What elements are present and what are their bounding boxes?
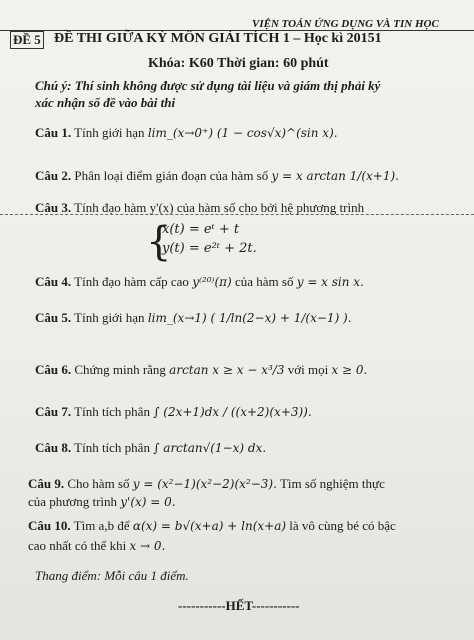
question-label: Câu 10. — [28, 518, 71, 533]
question-text: Tính đạo hàm y'(x) của hàm số cho bởi hệ phương trình — [74, 200, 365, 215]
question-label: Câu 6. — [35, 362, 72, 377]
question-8 — [35, 440, 266, 456]
question-math: y = x arctan 1/(x+1). — [271, 169, 399, 183]
question-7 — [35, 404, 312, 420]
system-eq-2: y(t) = e²ᵗ + 2t. — [162, 241, 257, 256]
question-2 — [35, 168, 399, 184]
question-label: Câu 2. — [35, 168, 72, 183]
question-math-2: y = x sin x. — [296, 275, 364, 289]
system-eq-1: x(t) = eᵗ + t — [162, 222, 240, 237]
question-3 — [35, 200, 364, 216]
question-10 — [28, 518, 396, 534]
system-brace: { — [146, 219, 172, 265]
question-label: Câu 9. — [28, 476, 65, 491]
question-text: Tính giới hạn — [74, 310, 145, 325]
question-1 — [35, 125, 338, 141]
note-line-2: xác nhận số đề vào bài thi — [35, 95, 176, 110]
question-text: Tính đạo hàm cấp cao — [74, 274, 189, 289]
question-text-2: là vô cùng bé có bậc — [289, 518, 396, 533]
question-math: lim_(x→0⁺) (1 − cos√x)^(sin x). — [147, 126, 338, 140]
question-6 — [35, 362, 367, 378]
question-4 — [35, 274, 364, 290]
question-math-3: y'(x) = 0. — [120, 495, 176, 509]
question-label: Câu 8. — [35, 440, 72, 455]
exam-code: ĐỀ 5 — [10, 31, 44, 49]
question-10-line-2 — [28, 538, 165, 554]
question-math: α(x) = b√(x+a) + ln(x+a) — [132, 519, 287, 533]
question-label: Câu 7. — [35, 404, 72, 419]
exam-title — [54, 31, 382, 47]
question-text: Tìm a,b để — [73, 518, 130, 533]
question-text: Phân loại điểm gián đoạn của hàm số — [74, 168, 269, 183]
question-math-3: x → 0. — [129, 539, 166, 553]
question-9 — [28, 476, 385, 492]
question-text: Tính tích phân — [74, 440, 150, 455]
question-text-3: cao nhất có thể khi — [28, 538, 127, 553]
end-marker: -----------HẾT----------- — [178, 598, 300, 613]
question-math: ∫ (2x+1)dx / ((x+2)(x+3)). — [153, 405, 312, 419]
question-label: Câu 5. — [35, 310, 72, 325]
question-text-2: của hàm số — [234, 274, 294, 289]
question-text-2: Tìm số nghiệm thực — [279, 476, 385, 491]
institute-name: VIỆN TOÁN ỨNG DỤNG VÀ TIN HỌC — [252, 18, 439, 30]
question-label: Câu 4. — [35, 274, 72, 289]
question-9-line-2 — [28, 494, 176, 510]
question-text-3: của phương trình — [28, 494, 118, 509]
question-math: y = (x²−1)(x²−2)(x²−3). — [132, 477, 277, 491]
question-math: y⁽²⁰⁾(π) — [192, 275, 232, 289]
equation-system — [150, 222, 257, 256]
question-text: Chứng minh rằng — [74, 362, 166, 377]
question-math: arctan x ≥ x − x³/3 — [169, 363, 285, 377]
question-math-2: x ≥ 0. — [331, 363, 368, 377]
question-text: Tính tích phân — [74, 404, 150, 419]
grading-note: Thang điểm: Mỗi câu 1 điểm. — [35, 568, 189, 583]
question-label: Câu 3. — [35, 200, 72, 215]
question-text: Tính giới hạn — [74, 125, 145, 140]
question-math: ∫ arctan√(1−x) dx. — [153, 441, 267, 455]
exam-info: Khóa: K60 Thời gian: 60 phút — [148, 56, 329, 71]
question-text: Cho hàm số — [67, 476, 130, 491]
note-line-1: Chú ý: Thí sinh không được sử dụng tài liệu và giám thị phải ký — [35, 78, 381, 93]
question-math: lim_(x→1) ( 1/ln(2−x) + 1/(x−1) ). — [147, 311, 352, 325]
question-text-2: với mọi — [287, 362, 329, 377]
exam-title-text: ĐỀ THI GIỮA KỲ MÔN GIẢI TÍCH 1 – Học kì 20151 — [54, 31, 382, 46]
question-5 — [35, 310, 352, 326]
question-label: Câu 1. — [35, 125, 72, 140]
